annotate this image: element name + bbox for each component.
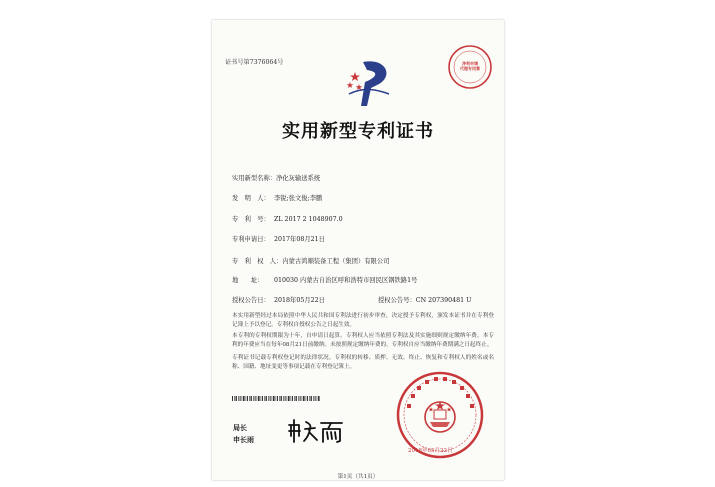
patent-number-value: ZL 2017 2 1048907.0 xyxy=(274,216,343,223)
grant-number-value: CN 207390481 U xyxy=(415,297,472,304)
chief-title: 局长 xyxy=(233,423,247,432)
address-row xyxy=(232,275,417,284)
patent-number-label: 专 利 号： xyxy=(232,216,270,223)
inventor-label: 发 明 人： xyxy=(232,195,270,202)
grant-number-row xyxy=(378,295,471,304)
filing-date-label: 专利申请日： xyxy=(232,236,270,243)
barcode-icon xyxy=(232,396,320,401)
paragraph-grant-decision: 本实用新型经过本局依照中华人民共和国专利法进行初步审查，决定授予专利权，颁发本证书并在专利登记簿上予以登记。专利权自授权公告之日起生效。 xyxy=(232,313,494,328)
patentee-label: 专 利 权 人： xyxy=(232,258,283,265)
handwritten-signature-icon xyxy=(287,416,345,444)
page-footer: 第1页（共1页） xyxy=(337,474,379,480)
certificate-title: 实用新型专利证书 xyxy=(282,121,434,142)
certificate-page xyxy=(212,20,504,480)
chief-name: 申长雨 xyxy=(233,435,254,444)
utility-model-name-label: 实用新型名称： xyxy=(232,175,277,182)
patentee-value: 内蒙古鸿顺装备工程（集团）有限公司 xyxy=(282,258,390,265)
utility-model-name-value: 净化灰输送系统 xyxy=(276,175,321,182)
seal-date: 2018年05月22日 xyxy=(408,448,453,454)
grant-number-label: 授权公告号： xyxy=(378,297,416,304)
agency-stamp-text: 净利申请 代理专用章 xyxy=(460,61,480,71)
utility-model-name-row xyxy=(232,173,320,182)
grant-date-row xyxy=(232,295,325,304)
paragraph-term-fees: 本专利的专利权期限为十年，自申请日起算。专利权人应当依照专利法及其实施细则规定缴纳年费。本专利的年费应当在每年08月21日前缴纳。未按照规定缴纳年费的，专利权自应当缴纳年费期满之日起终止。 xyxy=(232,333,494,348)
patentee-row xyxy=(232,256,389,265)
inventor-row xyxy=(232,193,322,202)
address-value: 010030 内蒙古自治区呼和浩特市回民区钢铁路1号 xyxy=(274,277,418,284)
grant-date-label: 授权公告日： xyxy=(232,297,270,304)
grant-date-value: 2018年05月22日 xyxy=(274,297,325,304)
certificate-number: 证书号第7376064号 xyxy=(225,59,284,66)
paragraph-legal-status: 专利证书记载专利权登记时的法律状况。专利权的转移、质押、无效、终止、恢复和专利权人的姓名或名称、国籍、地址变更等事项记载在专利登记簿上。 xyxy=(232,355,494,370)
patent-office-emblem-icon xyxy=(343,54,398,110)
filing-date-row xyxy=(232,234,325,243)
address-label: 地 址： xyxy=(232,277,264,284)
patent-number-row xyxy=(232,214,343,223)
filing-date-value: 2017年08月21日 xyxy=(274,236,325,243)
inventor-value: 李锐;张文俊;李鹏 xyxy=(274,195,323,202)
